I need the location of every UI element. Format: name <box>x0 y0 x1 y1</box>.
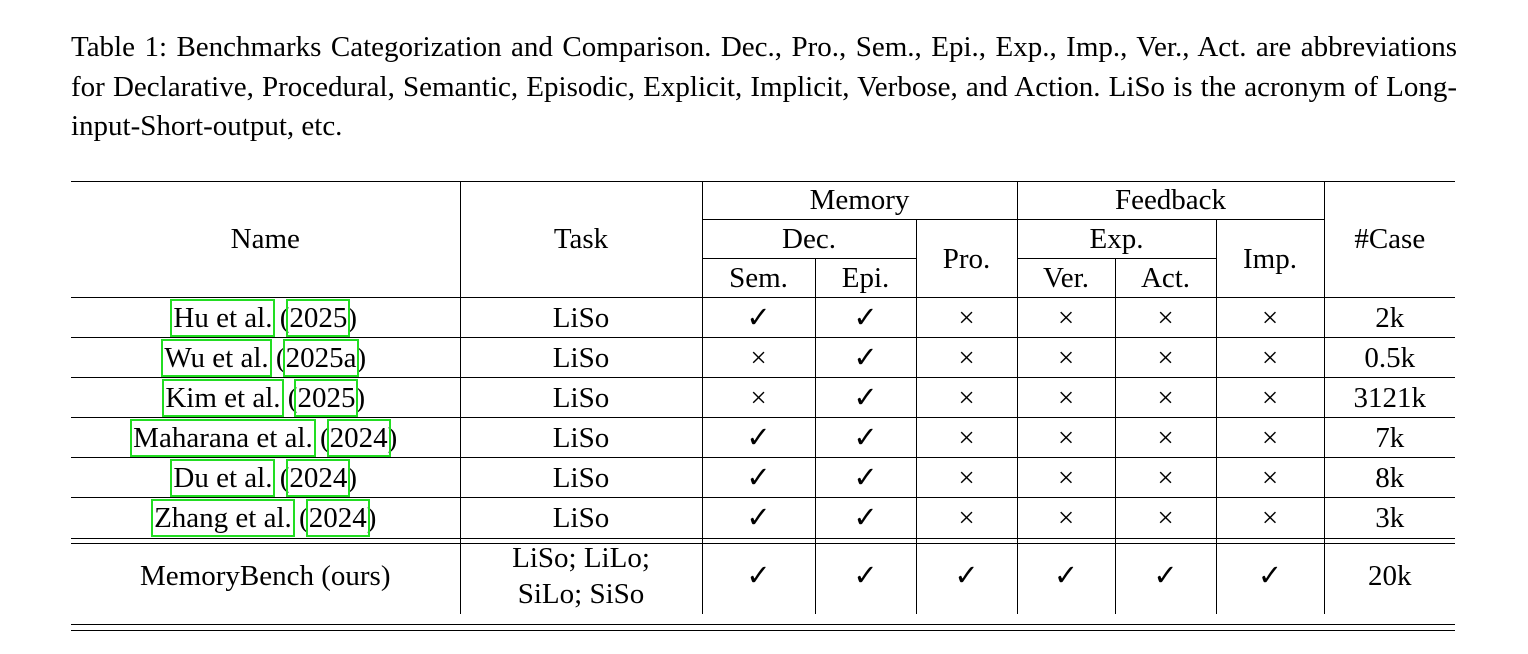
task-line-1: LiSo; LiLo; <box>512 541 650 574</box>
cell-imp: ✓ <box>1216 537 1324 614</box>
table-row <box>71 418 1455 458</box>
cell-pro: ✓ <box>916 537 1017 614</box>
citation-author-link[interactable]: Kim et al. <box>165 381 281 414</box>
cell-ver: × <box>1017 338 1115 378</box>
cell-name <box>71 298 460 338</box>
cell-epi: ✓ <box>815 498 916 538</box>
header-case: #Case <box>1324 181 1455 298</box>
mid-rule <box>71 538 1455 539</box>
cell-name <box>71 458 460 498</box>
cell-epi: ✓ <box>815 418 916 458</box>
header-dec: Dec. <box>702 220 916 259</box>
header-exp: Exp. <box>1017 220 1216 259</box>
cell-pro: × <box>916 298 1017 338</box>
table-row <box>71 498 1455 538</box>
benchmark-table <box>71 181 1455 614</box>
header-pro: Pro. <box>916 220 1017 298</box>
cell-name <box>71 498 460 538</box>
cell-act: × <box>1115 458 1216 498</box>
citation-year-link[interactable]: 2025a <box>285 341 357 374</box>
header-ver: Ver. <box>1017 259 1115 298</box>
header-imp: Imp. <box>1216 220 1324 298</box>
cell-case: 3121k <box>1324 378 1455 418</box>
citation-paren-close: ) <box>356 341 367 374</box>
cell-imp: × <box>1216 298 1324 338</box>
cell-task: LiSo <box>460 378 702 418</box>
cell-case: 8k <box>1324 458 1455 498</box>
citation-author-link[interactable]: Wu et al. <box>164 341 269 374</box>
cell-act: × <box>1115 378 1216 418</box>
cell-act: × <box>1115 498 1216 538</box>
citation-author-link[interactable]: Maharana et al. <box>133 421 313 454</box>
cell-sem: ✓ <box>702 418 815 458</box>
citation-paren-open: ( <box>272 301 290 334</box>
cell-sem: × <box>702 378 815 418</box>
citation-paren-open: ( <box>268 341 286 374</box>
citation-paren-close: ) <box>347 301 358 334</box>
cell-ver: × <box>1017 418 1115 458</box>
cell-pro: × <box>916 498 1017 538</box>
cell-name <box>71 338 460 378</box>
cell-epi: ✓ <box>815 338 916 378</box>
cell-act: ✓ <box>1115 537 1216 614</box>
header-name: Name <box>230 223 300 255</box>
cell-case: 3k <box>1324 498 1455 538</box>
cell-pro: × <box>916 378 1017 418</box>
cell-case: 7k <box>1324 418 1455 458</box>
cell-name <box>71 418 460 458</box>
citation-author-link[interactable]: Zhang et al. <box>154 501 292 534</box>
citation-paren-close: ) <box>347 461 358 494</box>
cell-pro: × <box>916 338 1017 378</box>
cell-name: MemoryBench (ours) <box>140 559 391 592</box>
table-row <box>71 298 1455 338</box>
table-row-ours <box>71 537 1455 614</box>
cell-imp: × <box>1216 458 1324 498</box>
citation-year-link[interactable]: 2025 <box>297 381 356 414</box>
cell-task: LiSo <box>460 338 702 378</box>
cell-task: LiSo <box>460 458 702 498</box>
cell-epi: ✓ <box>815 458 916 498</box>
cell-sem: ✓ <box>702 498 815 538</box>
cell-task: LiSo <box>460 298 702 338</box>
citation-year-link[interactable]: 2024 <box>308 501 367 534</box>
bottom-rule <box>71 624 1455 625</box>
cell-act: × <box>1115 338 1216 378</box>
cell-sem: ✓ <box>702 298 815 338</box>
cell-imp: × <box>1216 418 1324 458</box>
mid-rule-second <box>71 543 1455 544</box>
citation-year-link[interactable]: 2024 <box>329 421 388 454</box>
cell-act: × <box>1115 298 1216 338</box>
cell-case: 20k <box>1324 537 1455 614</box>
cell-sem: × <box>702 338 815 378</box>
cell-sem: ✓ <box>702 537 815 614</box>
cell-pro: × <box>916 458 1017 498</box>
header-memory: Memory <box>702 181 1017 220</box>
citation-paren-close: ) <box>366 501 377 534</box>
cell-ver: × <box>1017 298 1115 338</box>
header-feedback: Feedback <box>1017 181 1324 220</box>
header-epi: Epi. <box>815 259 916 298</box>
cell-ver: ✓ <box>1017 537 1115 614</box>
citation-year-link[interactable]: 2024 <box>289 461 348 494</box>
header-task: Task <box>460 181 702 298</box>
citation-author-link[interactable]: Hu et al. <box>173 301 273 334</box>
cell-sem: ✓ <box>702 458 815 498</box>
cell-imp: × <box>1216 378 1324 418</box>
cell-imp: × <box>1216 338 1324 378</box>
cell-task: LiSo <box>460 498 702 538</box>
table-row <box>71 338 1455 378</box>
cell-task <box>460 537 702 614</box>
table-row <box>71 378 1455 418</box>
cell-pro: × <box>916 418 1017 458</box>
cell-ver: × <box>1017 458 1115 498</box>
citation-paren-open: ( <box>291 501 309 534</box>
cell-task: LiSo <box>460 418 702 458</box>
table-row <box>71 458 1455 498</box>
cell-act: × <box>1115 418 1216 458</box>
citation-year-link[interactable]: 2025 <box>289 301 348 334</box>
cell-ver: × <box>1017 498 1115 538</box>
citation-paren-open: ( <box>312 421 330 454</box>
header-act: Act. <box>1115 259 1216 298</box>
header-row-1 <box>71 181 1455 220</box>
citation-paren-open: ( <box>280 381 298 414</box>
cell-epi: ✓ <box>815 537 916 614</box>
citation-paren-open: ( <box>272 461 290 494</box>
header-sem: Sem. <box>702 259 815 298</box>
cell-epi: ✓ <box>815 298 916 338</box>
table-caption: Table 1: Benchmarks Categorization and Comparison. Dec., Pro., Sem., Epi., Exp., Imp., Ver., Act. are abbreviations for Declarative, Procedural, Semantic, Episodic, Explicit, Implicit, Verbose, and Action. LiSo is the acronym of Long-input-Short-output, etc. <box>71 31 1457 142</box>
cell-epi: ✓ <box>815 378 916 418</box>
cell-ver: × <box>1017 378 1115 418</box>
cell-case: 0.5k <box>1324 338 1455 378</box>
cell-imp: × <box>1216 498 1324 538</box>
task-line-2: SiLo; SiSo <box>517 577 645 610</box>
citation-author-link[interactable]: Du et al. <box>173 461 273 494</box>
citation-paren-close: ) <box>387 421 398 454</box>
cell-case: 2k <box>1324 298 1455 338</box>
cell-name <box>71 378 460 418</box>
citation-paren-close: ) <box>355 381 366 414</box>
bottom-rule-second <box>71 630 1455 631</box>
